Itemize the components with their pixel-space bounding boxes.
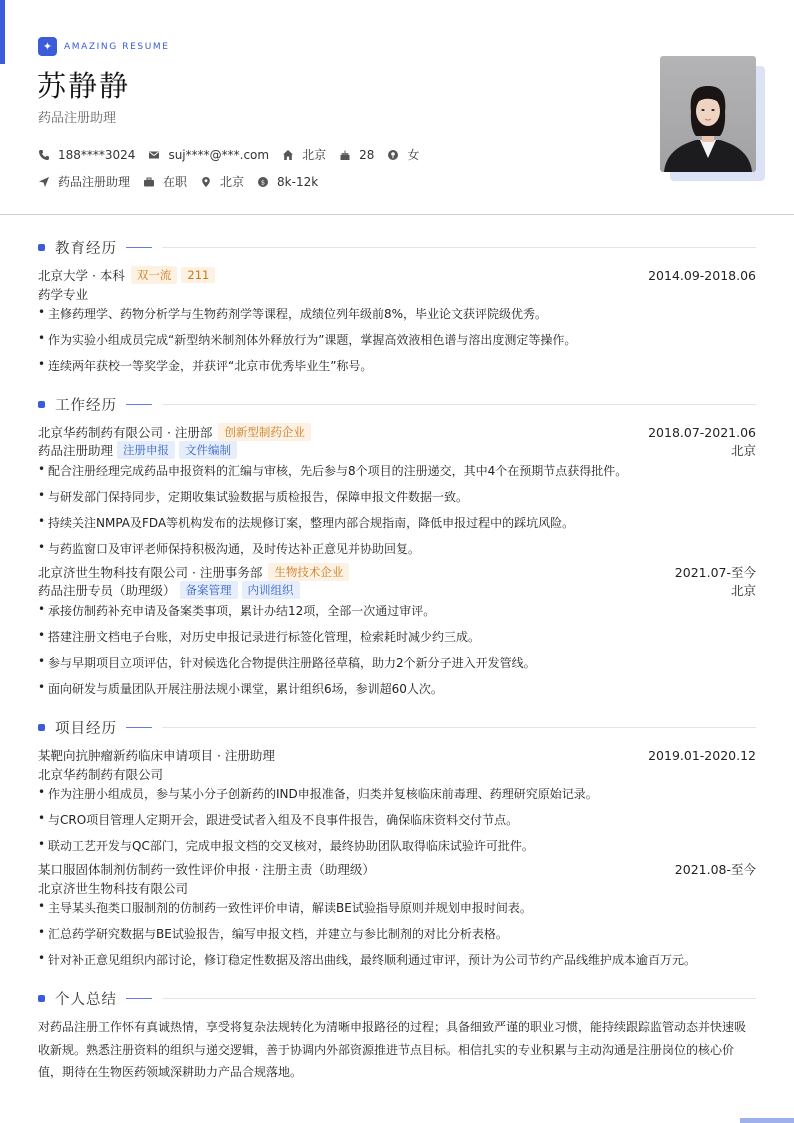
project-header <box>38 860 756 878</box>
list-item-text: 主修药理学、药物分析学与生物药剂学等课程，成绩位列年级前8%，毕业论文获评院级优秀。 <box>48 307 548 321</box>
section-divider <box>162 247 756 248</box>
work-period: 2021.07-至今 <box>674 565 756 580</box>
section-summary <box>38 988 756 1008</box>
tag: 文件编制 <box>179 441 237 459</box>
section-projects <box>38 717 756 737</box>
section-accent-line <box>126 247 152 248</box>
coin-icon <box>257 176 269 188</box>
list-item: • 主导某头孢类口服制剂的仿制药一致性评价申请，解读BE试验指导原则并规划申报时间表。 <box>38 899 532 915</box>
section-divider <box>162 404 756 405</box>
section-marker <box>38 401 45 408</box>
list-item-text: 连续两年获校一等奖学金，并获评“北京市优秀毕业生”称号。 <box>48 359 373 373</box>
section-education <box>38 237 756 257</box>
status-item <box>143 173 187 190</box>
list-item-text: 面向研发与质量团队开展注册法规小课堂，累计组织6场，参训超60人次。 <box>48 682 443 696</box>
company-name: 北京华药制药有限公司 · 注册部 <box>38 425 213 440</box>
list-item-text: 与研发部门保持同步，定期收集试验数据与质检报告，保障申报文件数据一致。 <box>48 490 469 504</box>
project-name: 某靶向抗肿瘤新药临床申请项目 · 注册助理 <box>38 748 275 763</box>
tag: 创新型制药企业 <box>218 423 311 441</box>
location-pin-icon <box>200 176 212 188</box>
sparkle-icon: ✦ <box>38 37 57 56</box>
list-item: • 参与早期项目立项评估，针对候选化合物提供注册路径草稿，助力2个新分子进入开发管线。 <box>38 654 536 670</box>
target-job-text: 药品注册助理 <box>58 175 131 189</box>
city-text: 北京 <box>302 148 327 162</box>
mail-icon <box>148 149 160 161</box>
salary-item <box>257 175 318 189</box>
target-job-item <box>38 173 130 190</box>
work-header <box>38 563 756 581</box>
list-item: • 主修药理学、药物分析学与生物药剂学等课程，成绩位列年级前8%，毕业论文获评院级优秀。 <box>38 305 548 321</box>
candidate-title: 药品注册助理 <box>38 111 117 126</box>
salary-text: 8k-12k <box>277 174 319 189</box>
section-accent-line <box>126 404 152 405</box>
list-item-text: 承接仿制药补充申请及备案类事项，累计办结12项，全部一次通过审评。 <box>48 604 436 618</box>
work-role-row <box>38 441 756 459</box>
tag: 生物技术企业 <box>268 563 349 581</box>
tag: 注册申报 <box>117 441 175 459</box>
section-accent-line <box>126 998 152 999</box>
role-text: 药品注册专员（助理级） <box>38 583 176 598</box>
email-item <box>148 148 269 162</box>
section-title: 工作经历 <box>55 397 117 414</box>
list-item: • 配合注册经理完成药品申报资料的汇编与审核，先后参与8个项目的注册递交，其中4个在预期节点获得批件。 <box>38 462 628 478</box>
education-header <box>38 266 756 284</box>
tag: 内训组织 <box>242 581 300 599</box>
section-title: 项目经历 <box>55 720 117 737</box>
phone-text: 188****3024 <box>58 147 136 162</box>
list-item: • 针对补正意见组织内部讨论，修订稳定性数据及溶出曲线，最终顺利通过审评，预计为公司节约产品线维护成本逾百万元。 <box>38 951 697 967</box>
phone-item <box>38 148 135 162</box>
list-item: • 作为注册小组成员，参与某小分子创新药的IND申报准备，归类并复核临床前毒理、药理研究原始记录。 <box>38 785 598 801</box>
tag: 双一流 <box>131 266 178 284</box>
project-header <box>38 746 756 764</box>
list-item-text: 参与早期项目立项评估，针对候选化合物提供注册路径草稿，助力2个新分子进入开发管线。 <box>48 656 536 670</box>
project-org <box>38 879 756 897</box>
project-org-text: 北京济世生物科技有限公司 <box>38 881 189 896</box>
section-marker <box>38 244 45 251</box>
summary-text: 对药品注册工作怀有真诚热情，享受将复杂法规转化为清晰申报路径的过程；具备细致严谨的职业习惯，能持续跟踪监管动态并快速吸收新规。熟悉注册资料的组织与递交逻辑，善于协调内外部资源推进节点目标。相信扎实的专业积累与主动沟通是注册岗位的核心价值，期待在生物医药领域深耕助力产品合规落地。 <box>38 1020 747 1079</box>
status-text: 在职 <box>163 175 188 189</box>
section-divider <box>162 727 756 728</box>
list-item-text: 作为实验小组成员完成“新型纳米制剂体外释放行为”课题，掌握高效液相色谱与溶出度测定等操作。 <box>48 333 577 347</box>
company-name: 北京济世生物科技有限公司 · 注册事务部 <box>38 565 263 580</box>
list-item: • 与研发部门保持同步，定期收集试验数据与质检报告，保障申报文件数据一致。 <box>38 488 469 504</box>
education-period: 2014.09-2018.06 <box>648 267 756 283</box>
list-item-text: 搭建注册文档电子台账，对历史申报记录进行标签化管理，检索耗时减少约三成。 <box>48 630 481 644</box>
list-item-text: 配合注册经理完成药品申报资料的汇编与审核，先后参与8个项目的注册递交，其中4个在预期节点获得批件。 <box>48 464 628 478</box>
resume-header <box>0 0 794 215</box>
gender-icon <box>387 149 399 161</box>
briefcase-icon <box>143 176 155 188</box>
role-text: 药品注册助理 <box>38 443 114 458</box>
brand <box>38 37 170 56</box>
list-item: • 作为实验小组成员完成“新型纳米制剂体外释放行为”课题，掌握高效液相色谱与溶出度测定等操作。 <box>38 331 577 347</box>
list-item-text: 针对补正意见组织内部讨论，修订稳定性数据及溶出曲线，最终顺利通过审评，预计为公司节约产品线维护成本逾百万元。 <box>48 953 697 967</box>
list-item: • 与CRO项目管理人定期开会，跟进受试者入组及不良事件报告，确保临床资料交付节点。 <box>38 811 519 827</box>
list-item: • 搭建注册文档电子台账，对历史申报记录进行标签化管理，检索耗时减少约三成。 <box>38 628 481 644</box>
list-item-text: 联动工艺开发与QC部门，完成申报文档的交叉核对，最终协助团队取得临床试验许可批件。 <box>48 839 534 853</box>
project-period: 2019.01-2020.12 <box>648 747 756 763</box>
project-org <box>38 765 756 783</box>
bottom-accent-bar <box>740 1118 794 1123</box>
work-period: 2018.07-2021.06 <box>648 424 756 440</box>
gender-item <box>387 146 419 163</box>
work-role-row <box>38 581 756 599</box>
age-text: 28 <box>359 147 375 162</box>
list-item-text: 与药监窗口及审评老师保持积极沟通，及时传达补正意见并协助回复。 <box>48 542 421 556</box>
list-item: • 汇总药学研究数据与BE试验报告，编写申报文档，并建立与参比制剂的对比分析表格。 <box>38 925 508 941</box>
target-city-item <box>200 173 244 190</box>
work-location: 北京 <box>730 583 756 598</box>
city-item <box>282 146 326 163</box>
target-city-text: 北京 <box>220 175 245 189</box>
work-header <box>38 423 756 441</box>
list-item-text: 作为注册小组成员，参与某小分子创新药的IND申报准备，归类并复核临床前毒理、药理研究原始记录。 <box>48 787 598 801</box>
major-text: 药学专业 <box>38 287 89 302</box>
school-name: 北京大学 · 本科 <box>38 268 125 283</box>
brand-text: AMAZING RESUME <box>64 41 170 52</box>
portrait-image <box>660 56 756 172</box>
list-item: • 面向研发与质量团队开展注册法规小课堂，累计组织6场，参训超60人次。 <box>38 680 443 696</box>
tag: 211 <box>181 267 215 283</box>
tag: 备案管理 <box>180 581 238 599</box>
section-title: 教育经历 <box>55 240 117 257</box>
project-org-text: 北京华药制药有限公司 <box>38 767 164 782</box>
section-work <box>38 394 756 414</box>
home-icon <box>282 149 294 161</box>
age-item <box>339 148 374 162</box>
cake-icon <box>339 149 351 161</box>
profile-photo <box>660 56 756 172</box>
contact-row <box>38 146 432 163</box>
gender-text: 女 <box>407 148 420 162</box>
candidate-name: 苏静静 <box>37 69 131 103</box>
work-location: 北京 <box>730 443 756 458</box>
svg-text:$: $ <box>260 177 266 186</box>
list-item: • 持续关注NMPA及FDA等机构发布的法规修订案，整理内部合规指南，降低申报过程中的踩坑风险。 <box>38 514 575 530</box>
education-major <box>38 285 756 303</box>
send-icon <box>38 176 50 188</box>
list-item: • 承接仿制药补充申请及备案类事项，累计办结12项，全部一次通过审评。 <box>38 602 436 618</box>
list-item-text: 主导某头孢类口服制剂的仿制药一致性评价申请，解读BE试验指导原则并规划申报时间表。 <box>48 901 532 915</box>
project-name: 某口服固体制剂仿制药一致性评价申报 · 注册主责（助理级） <box>38 862 375 877</box>
list-item-text: 持续关注NMPA及FDA等机构发布的法规修订案，整理内部合规指南，降低申报过程中的踩坑风险。 <box>48 516 575 530</box>
list-item: • 连续两年获校一等奖学金，并获评“北京市优秀毕业生”称号。 <box>38 357 373 373</box>
section-title: 个人总结 <box>55 991 117 1008</box>
section-marker <box>38 995 45 1002</box>
list-item: • 联动工艺开发与QC部门，完成申报文档的交叉核对，最终协助团队取得临床试验许可批件。 <box>38 837 534 853</box>
list-item-text: 汇总药学研究数据与BE试验报告，编写申报文档，并建立与参比制剂的对比分析表格。 <box>48 927 508 941</box>
list-item: • 与药监窗口及审评老师保持积极沟通，及时传达补正意见并协助回复。 <box>38 540 421 556</box>
project-period: 2021.08-至今 <box>674 862 756 877</box>
phone-icon <box>38 149 50 161</box>
list-item-text: 与CRO项目管理人定期开会，跟进受试者入组及不良事件报告，确保临床资料交付节点。 <box>48 813 519 827</box>
email-text: suj****@***.com <box>168 147 270 162</box>
section-accent-line <box>126 727 152 728</box>
section-marker <box>38 724 45 731</box>
job-intent-row <box>38 173 331 190</box>
section-divider <box>162 998 756 999</box>
